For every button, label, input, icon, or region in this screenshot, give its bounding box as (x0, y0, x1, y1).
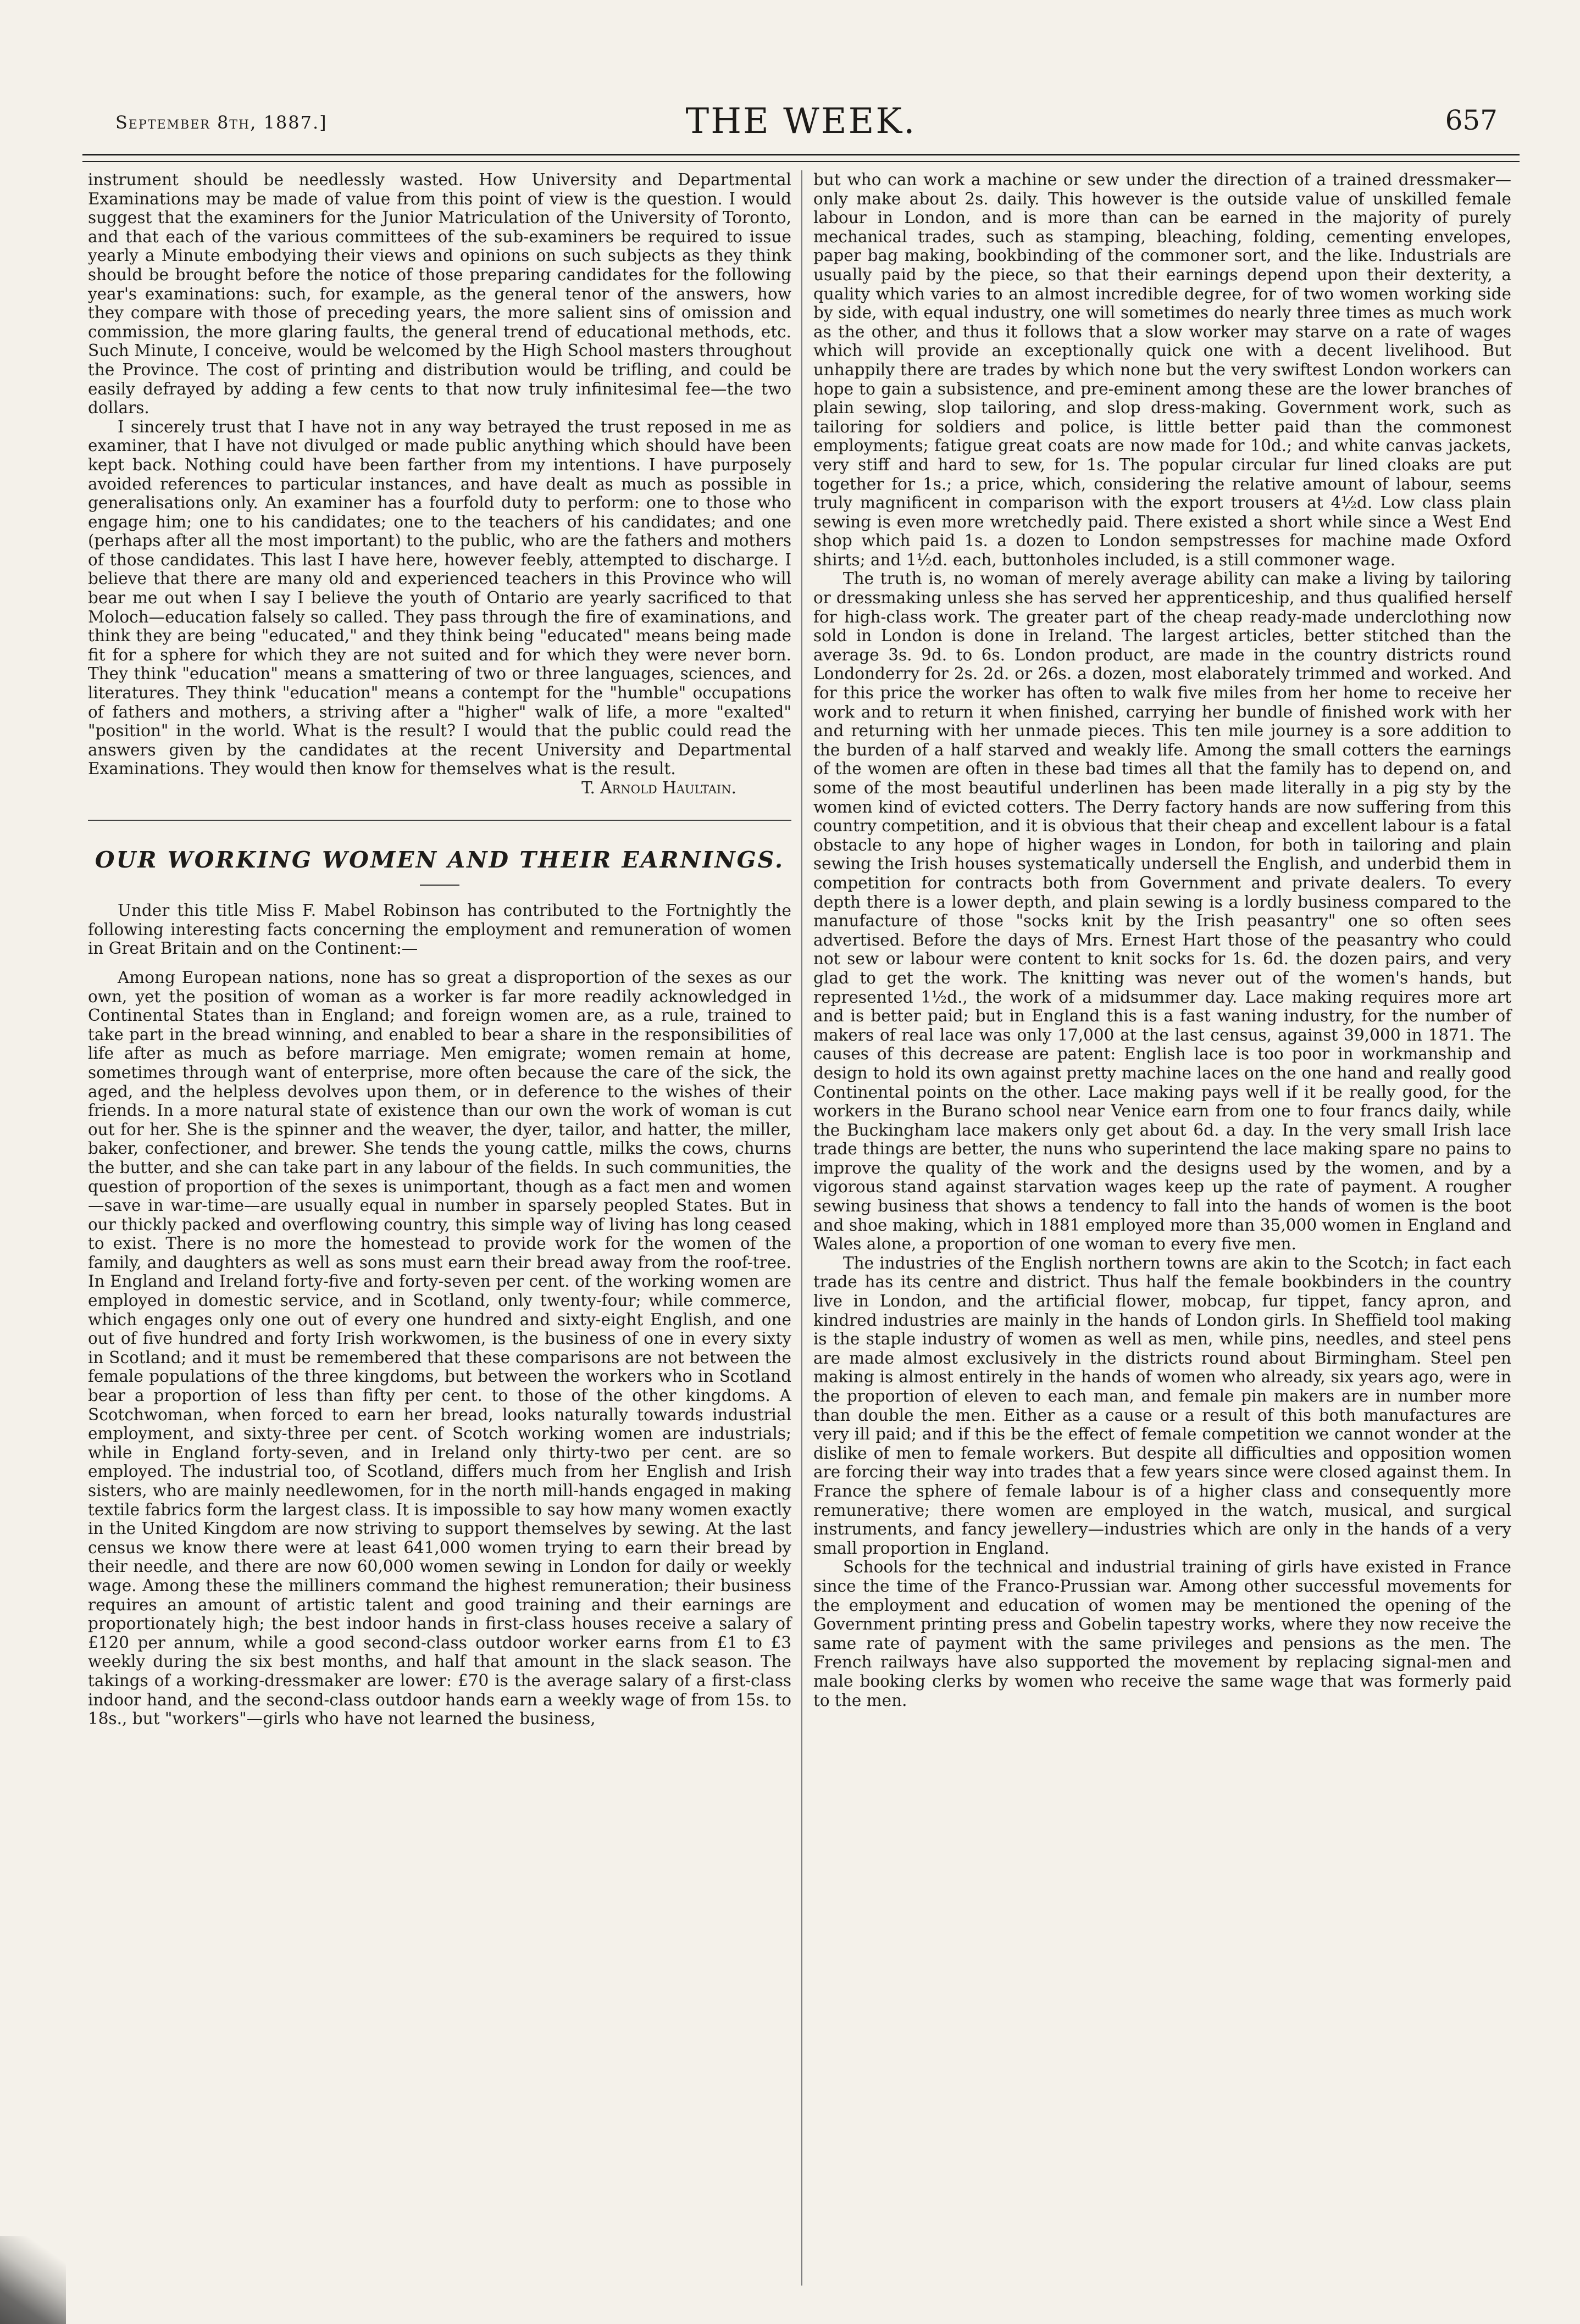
article-intro: Under this title Miss F. Mabel Robinson has contributed to the Fortnightly the following interesting facts concerning the employment and remuneration of women in Great Britain and on the Continent:— (88, 901, 791, 958)
page-number: 657 (1445, 104, 1498, 136)
article-paragraph: Schools for the technical and industrial training of girls have existed in France since the time of the Franco-Prussian war. Among other successful movements for the employment and education of women may be mentioned the opening of the Government printing press and Gobelin tapestry works, where they now receive the same rate of payment with the same privileges and pensions as the men. The French railways have also supported the movement by replacing signal-men and male booking clerks by women who receive the same wage that was formerly paid to the men. (813, 1558, 1511, 1710)
article-paragraph: The truth is, no woman of merely average ability can make a living by tailoring or dressmaking unless she has served her apprenticeship, and thus qualified herself for high-class work. The greater part of the cheap ready-made underclothing now sold in London is done in Ireland. The largest articles, better stitched than the average 3s. 9d. to 6s. London product, are made in the country districts round Londonderry for 2s. 2d. or 26s. a dozen, most elaborately trimmed and worked. And for this price the worker has often to walk five miles from her home to receive her work and to return it when finished, carrying her bundle of finished work with her and returning with her unmade pieces. This ten mile journey is a sore addition to the burden of a half starved and weakly life. Among the small cotters the earnings of the women are often in these bad times all that the family has to depend on, and some of the most beautiful underlinen has been made literally in a pig sty by the women kind of evicted cotters. The Derry factory hands are now suffering from this country competition, and it is obvious that their cheap and excellent labour is a fatal obstacle to any hope of higher wages in London, for both in tailoring and plain sewing the Irish houses systematically undersell the English, and underbid them in competition for contracts both from Government and private dealers. To every depth there is a lower depth, and plain sewing is a lordly business compared to the manufacture of those "socks knit by the Irish peasantry" one so often sees advertised. Before the days of Mrs. Ernest Hart those of the peasantry who could not sew or labour were content to knit socks for 1s. 6d. the dozen pairs, and very glad to get the work. The knitting was never out of the women's hands, but represented 1½d., the work of a midsummer day. Lace making requires more art and is better paid; but in England this is a fast waning industry, for the number of makers of real lace was only 17,000 at the last census, against 39,000 in 1871. The causes of this decrease are patent: English lace is too poor in workmanship and design to hold its own against pretty machine laces on the one hand and really good Continental points on the other. Lace making pays well if it be really good, for the workers in the Burano school near Venice earn from one to four francs daily, while the Buckingham lace makers only get about 6d. a day. In the very small Irish lace trade things are better, the nuns who superintend the lace making spare no pains to improve the quality of the work and the designs used by the women, and by a vigorous stand against starvation wages keep up the rate of payment. A rougher sewing business that shows a tendency to fall into the hands of women is the boot and shoe making, which in 1881 employed more than 35,000 women in England and Wales alone, a proportion of one woman to every five men. (813, 569, 1511, 1254)
scan-corner-shadow (0, 2236, 66, 2324)
letter-signature: T. Arnold Haultain. (581, 779, 736, 797)
letter-paragraph: I sincerely trust that I have not in any way betrayed the trust reposed in me as examiner, that I have not divulged or made public anything which should have been kept back. Nothing could have been farther from my intentions. I have purposely avoided references to particular instances, and have dealt as much as possible in generalisations only. An examiner has a fourfold duty to perform: one to those who engage him; one to his candidates; one to the teachers of his candidates; and one (perhaps after all the most important) to the public, who are the fathers and mothers of those candidates. This last I have here, however feebly, attempted to discharge. I believe that there are many old and experienced teachers in this Province who will bear me out when I say I believe the youth of Ontario are yearly sacrificed to that Moloch—education falsely so called. They pass through the fire of examinations, and think they are being "educated," and they think being "educated" means being made fit for a sphere for which they are not suited and for which they were never born. They think "education" means a smattering of two or three languages, sciences, and literatures. They think "education" means a contempt for the "humble" occupations of fathers and mothers, a striving after a "higher" walk of life, a more "exalted" "position" in the world. What is the result? I would that the public could read the answers given by the candidates at the recent University and Departmental Examinations. They would then know for themselves what is the result. (88, 417, 791, 779)
article-paragraph: but who can work a machine or sew under the direction of a trained dressmaker—only make about 2s. daily. This however is the outside value of unskilled female labour in London, and is more than can be earned in the majority of purely mechanical trades, such as stamping, bleaching, folding, cementing envelopes, paper bag making, bookbinding of the commoner sort, and the like. Industrials are usually paid by the piece, so that their earnings depend upon their dexterity, a quality which varies to an almost incredible degree, for of two women working side by side, with equal industry, one will sometimes do nearly three times as much work as the other, and thus it follows that a slow worker may starve on a rate of wages which will provide an exceptionally quick one with a decent livelihood. But unhappily there are trades by which none but the very swiftest London workers can hope to gain a subsistence, and pre-eminent among these are the lower branches of plain sewing, slop tailoring, and slop dress-making. Government work, such as tailoring for soldiers and police, is little better paid than the commonest employments; fatigue great coats are now made for 10d.; and white canvas jackets, very stiff and hard to sew, for 1s. The popular circular fur lined cloaks are put together for 1s.; a price, which, considering the relative amount of labour, seems truly magnificent in comparison with the export trousers at 4½d. Low class plain sewing is even more wretchedly paid. There existed a short while since a West End shop which paid 1s. a dozen to London sempstresses for machine made Oxford shirts; and 1½d. each, buttonholes included, is a still commoner wage. (813, 170, 1511, 569)
column-divider (801, 170, 802, 2286)
letter-paragraph: instrument should be needlessly wasted. How University and Departmental Examinations may be made of value from this point of view is the question. I would suggest that the examiners for the Junior Matriculation of the University of Toronto, and that each of the various committees of the sub-examiners be required to issue yearly a Minute embodying their views and opinions on such subjects as they think should be brought before the notice of those preparing candidates for the following year's examinations: such, for example, as the general tenor of the answers, how they compare with those of preceding years, the more salient sins of omission and commission, the more glaring faults, the general trend of educational methods, etc. Such Minute, I conceive, would be welcomed by the High School masters throughout the Province. The cost of printing and distribution would be trifling, and could be easily defrayed by adding a few cents to that now truly infinitesimal fee—the two dollars. (88, 170, 791, 418)
page-header (82, 82, 1520, 143)
left-column (88, 170, 791, 1728)
article-title: OUR WORKING WOMEN AND THEIR EARNINGS. (95, 846, 785, 873)
header-rule (82, 154, 1520, 162)
title-rule (420, 885, 459, 886)
issue-date: September 8th, 1887.] (115, 112, 328, 133)
article-paragraph: The industries of the English northern towns are akin to the Scotch; in fact each trade has its centre and district. Thus half the female bookbinders in the country live in London, and the artificial flower, mobcap, fur tippet, fancy apron, and kindred industries are mainly in the hands of London girls. In Sheffield tool making is the staple industry of women as well as men, while pins, needles, and steel pens are made almost exclusively in the districts round about Birmingham. Steel pen making is almost entirely in the hands of women who already, six years ago, were in the proportion of eleven to each man, and female pin makers are in number more than double the men. Either as a cause or a result of this both manufactures are very ill paid; and if this be the effect of female competition we cannot wonder at the dislike of men to female workers. But despite all difficulties and opposition women are forcing their way into trades that a few years since were closed against them. In France the sphere of female labour is of a higher class and consequently more remunerative; there women are employed in the watch, musical, and surgical instruments, and fancy jewellery—industries which are only in the hands of a very small proportion in England. (813, 1253, 1511, 1558)
section-divider (88, 820, 791, 821)
article-paragraph: Among European nations, none has so great a disproportion of the sexes as our own, yet the position of woman as a worker is far more readily acknowledged in Continental States than in England; and foreign women are, as a rule, trained to take part in the bread winning, and enabled to bear a share in the responsibilities of life after as much as before marriage. Men emigrate; women remain at home, sometimes through want of enterprise, more often because the care of the sick, the aged, and the helpless devolves upon them, or in deference to the wishes of their friends. In a more natural state of existence than our own the work of woman is cut out for her. She is the spinner and the weaver, the dyer, tailor, and hatter, the miller, baker, confectioner, and brewer. She tends the young cattle, milks the cows, churns the butter, and she can take part in any labour of the fields. In such communities, the question of proportion of the sexes is unimportant, though as a fact men and women—save in war-time—are usually equal in number in sparsely peopled States. But in our thickly packed and overflowing country, this simple way of living has long ceased to exist. There is no more the homestead to provide work for the women of the family, and daughters as well as sons must earn their bread away from the roof-tree. In England and Ireland forty-five and forty-seven per cent. of the working women are employed in domestic service, and in Scotland, only twenty-four; while commerce, which engages only one out of every one hundred and sixty-eight English, and one out of five hundred and forty Irish workwomen, is the business of one in every sixty in Scotland; and it must be remembered that these comparisons are not between the female populations of the three kingdoms, but between the workers who in Scotland bear a proportion of less than fifty per cent. to those of the other kingdoms. A Scotchwoman, when forced to earn her bread, looks naturally towards industrial employment, and sixty-three per cent. of Scotch working women are industrials; while in England forty-seven, and in Ireland only thirty-two per cent. are so employed. The industrial too, of Scotland, differs much from her English and Irish sisters, who are mainly needlewomen, for in the north mill-hands engaged in making textile fabrics form the largest class. It is impossible to say how many women exactly in the United Kingdom are now striving to support themselves by sewing. At the last census we know there were at least 641,000 women trying to earn their bread by their needle, and there are now 60,000 women sewing in London for daily or weekly wage. Among these the milliners command the highest remuneration; their business requires an amount of artistic talent and good training and their earnings are proportionately high; the best indoor hands in first-class houses receive a salary of £120 per annum, while a good second-class outdoor worker earns from £1 to £3 weekly during the six best months, and half that amount in the slack season. The takings of a working-dressmaker are lower: £70 is the average salary of a first-class indoor hand, and the second-class outdoor hands earn a weekly wage of from 15s. to 18s., but "workers"—girls who have not learned the business, (88, 968, 791, 1728)
publication-title: THE WEEK. (685, 101, 917, 142)
right-column (813, 170, 1511, 1710)
